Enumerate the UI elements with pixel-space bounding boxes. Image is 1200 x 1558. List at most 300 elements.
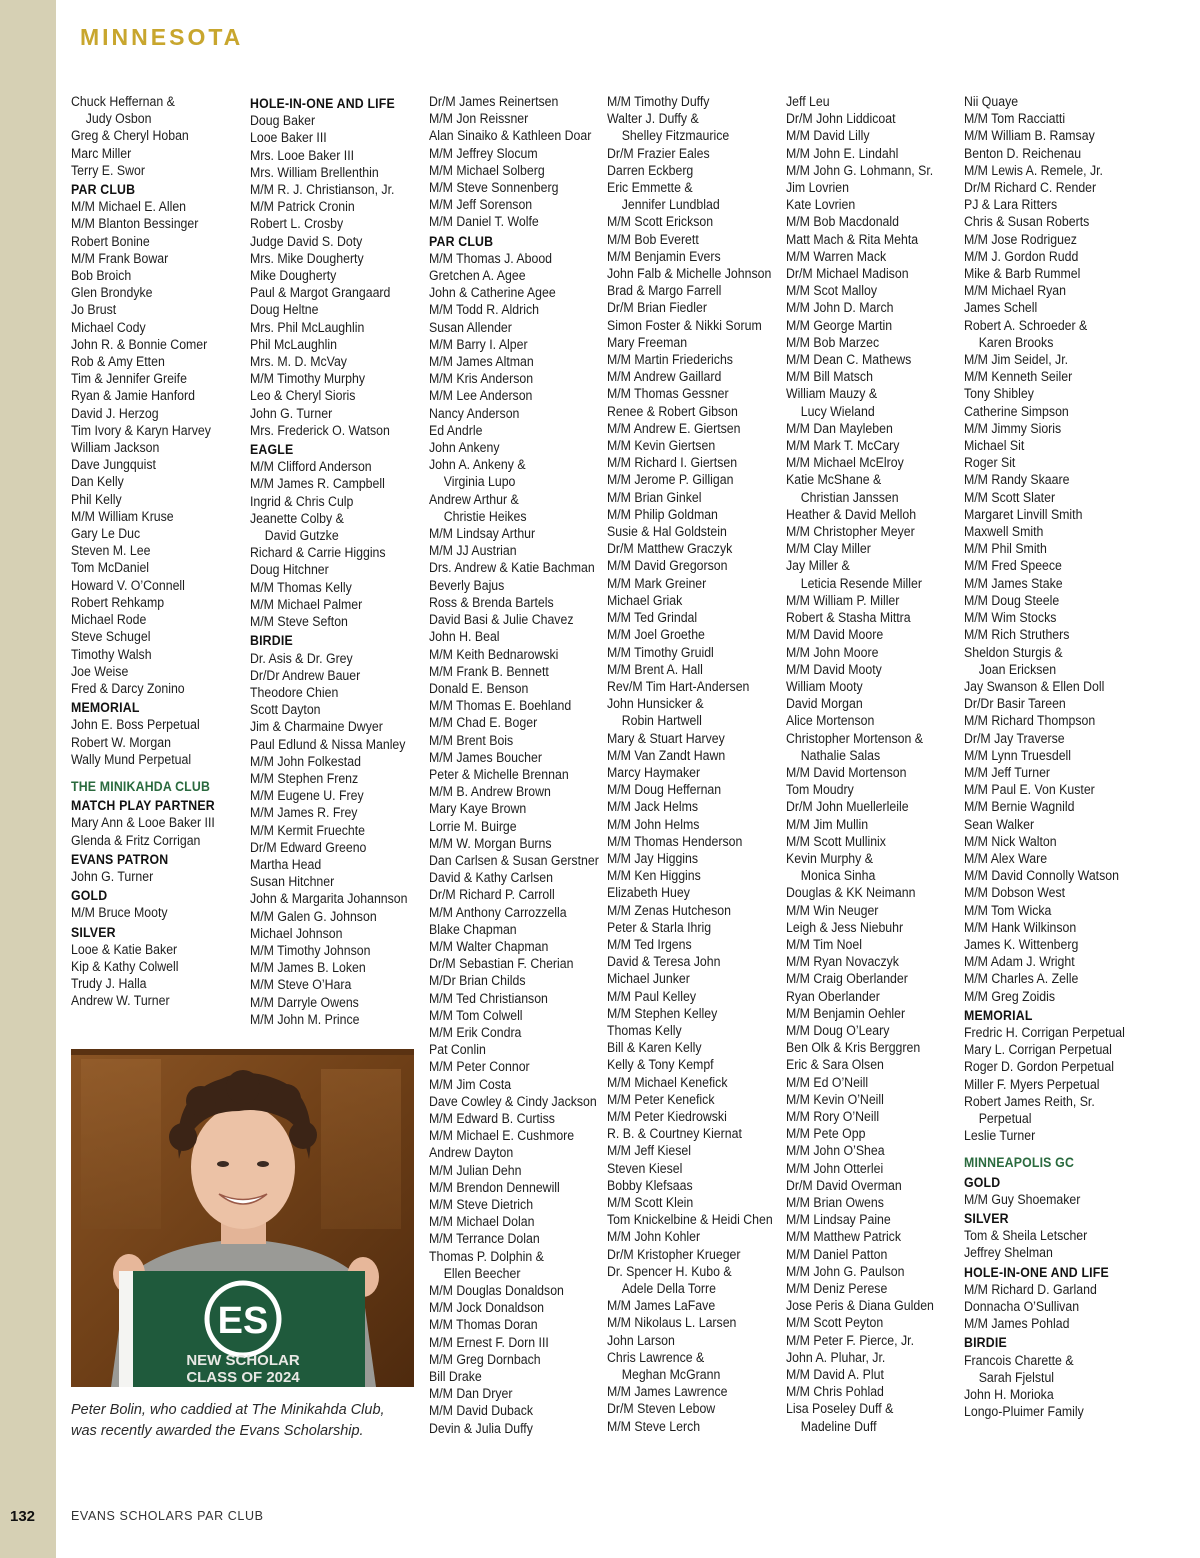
donor-entry: M/M Michael Ryan [964, 283, 1067, 299]
donor-entry: Robert James Reith, Sr. [964, 1093, 1095, 1109]
donor-entry: Timothy Walsh [71, 646, 152, 662]
donor-entry-continuation: Robin Hartwell [621, 713, 702, 729]
donor-entry: M/M Jon Reissner [429, 111, 529, 127]
donor-entry: M/M Doug Heffernan [607, 782, 722, 798]
donor-entry-continuation: Nathalie Salas [800, 747, 881, 763]
donor-entry: R. B. & Courtney Kiernat [607, 1126, 742, 1142]
donor-entry: M/M Phil Smith [964, 541, 1047, 557]
donor-entry: Brad & Margo Farrell [607, 283, 722, 299]
donor-entry: M/M Jock Donaldson [429, 1300, 545, 1316]
donor-entry: M/M Michael Solberg [429, 162, 545, 178]
donor-entry: Robert Bonine [71, 233, 150, 249]
donor-entry: Marc Miller [71, 145, 132, 161]
donor-entry: M/M Eugene U. Frey [250, 788, 364, 804]
donor-entry: M/M Jerome P. Gilligan [607, 472, 734, 488]
donor-entry: Peter & Michelle Brennan [429, 766, 569, 782]
donor-entry: M/M James Lawrence [607, 1384, 728, 1400]
donor-entry: M/M Joel Groethe [607, 627, 705, 643]
donor-entry: M/M Terrance Dolan [429, 1231, 540, 1247]
donor-entry-continuation: Christie Heikes [443, 508, 527, 524]
donor-entry-continuation: Sarah Fjelstul [978, 1369, 1055, 1385]
donor-entry: M/M John M. Prince [250, 1011, 360, 1027]
donor-entry: Jeanette Colby & [250, 510, 344, 526]
donor-entry: M/M Bill Matsch [786, 369, 873, 385]
donor-entry: Douglas & KK Neimann [786, 885, 916, 901]
level-heading: EAGLE [250, 442, 294, 458]
donor-entry-continuation: Ellen Beecher [443, 1265, 521, 1281]
donor-entry: M/M Edward B. Curtiss [429, 1110, 555, 1126]
donor-entry: John E. Boss Perpetual [71, 717, 200, 733]
donor-entry: M/M Frank B. Bennett [429, 663, 549, 679]
donor-entry: Robert L. Crosby [250, 216, 344, 232]
donor-entry: John & Margarita Johannson [250, 891, 408, 907]
donor-entry: Gary Le Duc [71, 526, 141, 542]
donor-entry: M/M Steve O’Hara [250, 977, 352, 993]
donor-entry: M/M Jeffrey Slocum [429, 145, 538, 161]
donor-entry: M/M Brian Owens [786, 1195, 884, 1210]
donor-entry: M/M Ted Irgens [607, 936, 692, 952]
donor-entry: Dr/M Steven Lebow [607, 1401, 716, 1417]
donor-entry: Steven M. Lee [71, 543, 151, 559]
donor-entry: M/M Peter Connor [429, 1059, 530, 1075]
donor-entry: M/M David Connolly Watson [964, 868, 1119, 884]
donor-entry: M/M Benjamin Oehler [786, 1005, 906, 1021]
donor-entry: M/M Jay Higgins [607, 850, 699, 866]
donor-entry: Dr/Dr Andrew Bauer [250, 667, 361, 683]
donor-entry: Mary & Stuart Harvey [607, 730, 725, 746]
donor-entry: Renee & Robert Gibson [607, 403, 738, 419]
donor-entry: M/M Peter F. Pierce, Jr. [786, 1332, 915, 1348]
donor-entry: M/M Hank Wilkinson [964, 919, 1077, 935]
donor-entry: Dr/M Brian Fiedler [607, 300, 707, 316]
donor-entry: Robert Rehkamp [71, 594, 165, 610]
donor-entry: Kelly & Tony Kempf [607, 1057, 714, 1073]
donor-entry: Michael Junker [607, 971, 690, 987]
donor-entry: M/M Jim Seidel, Jr. [964, 352, 1069, 368]
donor-entry: Bill Drake [429, 1369, 482, 1385]
donor-entry: M/M Steve Lerch [607, 1418, 701, 1434]
donor-entry: M/M Bruce Mooty [71, 905, 168, 921]
donor-entry: M/M John O’Shea [786, 1143, 885, 1159]
donor-entry: John A. Pluhar, Jr. [786, 1349, 886, 1365]
donor-entry: M/M Darryle Owens [250, 994, 359, 1010]
donor-entry: John Hunsicker & [607, 696, 704, 712]
donor-entry: M/M Doug Steele [964, 592, 1060, 608]
donor-entry: M/M John Kohler [607, 1229, 701, 1245]
donor-entry: Eric & Sara Olsen [786, 1057, 884, 1073]
donor-entry-continuation: Virginia Lupo [443, 474, 516, 490]
donor-entry: M/M George Martin [786, 317, 893, 333]
donor-entry: Jay Swanson & Ellen Doll [964, 678, 1105, 694]
donor-entry: M/M B. Andrew Brown [429, 784, 551, 800]
donor-entry: Mrs. Mike Dougherty [250, 250, 364, 266]
donor-entry: Dave Jungquist [71, 457, 156, 473]
donor-entry: M/M Greg Zoidis [964, 988, 1056, 1004]
donor-entry: M/M Blanton Bessinger [71, 216, 199, 232]
donor-column-6 [964, 93, 1126, 1420]
donor-entry: Dr/M David Overman [786, 1177, 902, 1193]
donor-entry: M/M Fred Speece [964, 558, 1062, 574]
donor-entry: Matt Mach & Rita Mehta [786, 231, 919, 247]
donor-entry: M/M Brent Bois [429, 732, 514, 748]
donor-entry: M/M Tom Colwell [429, 1007, 523, 1023]
donor-entry: Leo & Cheryl Sioris [250, 388, 356, 404]
donor-entry: Richard & Carrie Higgins [250, 545, 386, 561]
donor-entry: Michael Rode [71, 612, 147, 628]
donor-entry: Ben Olk & Kris Berggren [786, 1040, 921, 1056]
donor-entry: Jeffrey Shelman [964, 1245, 1053, 1261]
donor-entry: M/M John Otterlei [786, 1160, 884, 1176]
donor-entry: M/M John G. Paulson [786, 1263, 905, 1279]
donor-entry: M/M JJ Austrian [429, 543, 517, 559]
donor-entry: Bob Broich [71, 268, 132, 284]
donor-entry: M/M Stephen Frenz [250, 770, 359, 786]
donor-entry: Mary L. Corrigan Perpetual [964, 1042, 1112, 1058]
donor-entry: M/M Doug O’Leary [786, 1022, 890, 1038]
donor-entry: M/M Douglas Donaldson [429, 1283, 564, 1299]
donor-entry: Tom & Sheila Letscher [964, 1228, 1088, 1244]
donor-entry: Ingrid & Chris Culp [250, 493, 354, 509]
donor-entry: M/M Deniz Perese [786, 1281, 888, 1297]
donor-entry: M/M Patrick Cronin [250, 199, 355, 215]
donor-entry: M/M Anthony Carrozzella [429, 904, 567, 920]
donor-entry: M/M Nikolaus L. Larsen [607, 1315, 737, 1331]
donor-entry: Jim & Charmaine Dwyer [250, 719, 383, 735]
level-heading: BIRDIE [964, 1335, 1007, 1351]
donor-entry: M/M James LaFave [607, 1298, 716, 1314]
donor-entry: M/M Clifford Anderson [250, 459, 372, 475]
donor-entry: Scott Dayton [250, 702, 321, 718]
donor-entry: Chuck Heffernan & [71, 94, 175, 109]
photo-caption: Peter Bolin, who caddied at The Minikahda Club, was recently awarded the Evans Scholarship. [71, 1402, 385, 1439]
donor-entry: M/M Thomas Doran [429, 1317, 538, 1333]
donor-entry: Mary Freeman [607, 334, 688, 350]
donor-entry: M/M David Gregorson [607, 558, 728, 574]
donor-entry: Tim Ivory & Karyn Harvey [71, 422, 211, 438]
donor-entry-continuation: Adele Della Torre [621, 1281, 716, 1297]
donor-entry: M/M Rich Struthers [964, 627, 1070, 643]
donor-entry: Martha Head [250, 856, 322, 872]
level-heading: GOLD [964, 1174, 1001, 1190]
level-heading: HOLE-IN-ONE AND LIFE [964, 1264, 1109, 1280]
donor-entry: M/M Lynn Truesdell [964, 747, 1072, 763]
donor-entry: M/M Thomas E. Boehland [429, 698, 572, 714]
donor-entry-continuation: Meghan McGrann [621, 1367, 721, 1383]
donor-entry: Mrs. Looe Baker III [250, 147, 355, 163]
donor-entry: Mrs. Phil McLaughlin [250, 319, 365, 335]
donor-entry: Dr/M Jay Traverse [964, 730, 1065, 746]
donor-entry: Jay Miller & [786, 558, 850, 574]
donor-entry: M/M James Pohlad [964, 1316, 1070, 1332]
donor-entry: M/M Dan Dryer [429, 1386, 513, 1402]
donor-entry: Kip & Kathy Colwell [71, 958, 179, 974]
donor-entry: M/M Michael McElroy [786, 455, 904, 471]
donor-entry: M/M Craig Oberlander [786, 971, 908, 987]
donor-entry: Tom McDaniel [71, 560, 150, 576]
donor-entry: M/M John D. March [786, 300, 894, 316]
donor-entry: M/M Kris Anderson [429, 371, 534, 387]
donor-entry: M/M Jimmy Sioris [964, 420, 1062, 436]
donor-entry: Dr/M James Reinertsen [429, 94, 559, 109]
donor-entry: M/M Bob Everett [607, 231, 699, 247]
donor-entry: M/M Ed O’Neill [786, 1074, 869, 1090]
donor-entry: Looe Baker III [250, 130, 327, 146]
level-heading: MEMORIAL [71, 700, 140, 716]
donor-entry: M/M Dan Mayleben [786, 420, 893, 436]
donor-entry: M/M Scott Erickson [607, 214, 714, 230]
donor-entry: M/M Christopher Meyer [786, 524, 915, 540]
donor-entry: Greg & Cheryl Hoban [71, 128, 189, 144]
donor-entry: John Falb & Michelle Johnson [607, 266, 772, 282]
donor-entry-continuation: Karen Brooks [978, 334, 1054, 350]
donor-entry: Kate Lovrien [786, 197, 856, 213]
donor-entry: M/M Michael Palmer [250, 596, 363, 612]
donor-entry: Robert & Stasha Mittra [786, 610, 911, 626]
donor-entry: William Mauzy & [786, 386, 878, 402]
donor-entry: M/M Todd R. Aldrich [429, 302, 540, 318]
level-heading: SILVER [71, 924, 116, 940]
donor-entry: Wally Mund Perpetual [71, 751, 192, 767]
donor-entry: M/M Jeff Kiesel [607, 1143, 691, 1159]
donor-entry: Peter & Starla Ihrig [607, 919, 712, 935]
donor-entry: M/M Steve Sefton [250, 614, 348, 630]
donor-entry: Dave Cowley & Cindy Jackson [429, 1093, 597, 1109]
donor-entry: Theodore Chien [250, 684, 339, 700]
donor-column-4 [607, 93, 773, 1435]
donor-entry: M/M Walter Chapman [429, 938, 549, 954]
donor-entry: Susie & Hal Goldstein [607, 524, 727, 540]
donor-entry: Tim & Jennifer Greife [71, 371, 187, 387]
donor-entry: M/M Timothy Gruidl [607, 644, 714, 660]
donor-entry: Judge David S. Doty [250, 233, 363, 249]
donor-entry: David & Teresa John [607, 954, 721, 970]
donor-entry: Tom Knickelbine & Heidi Chen [607, 1212, 773, 1228]
donor-entry: M/M John E. Lindahl [786, 145, 899, 161]
donor-entry: John A. Ankeny & [429, 457, 526, 473]
donor-entry: Devin & Julia Duffy [429, 1420, 533, 1436]
donor-entry: M/M Richard I. Giertsen [607, 455, 738, 471]
donor-entry: M/M Charles A. Zelle [964, 971, 1079, 987]
donor-entry: M/M James Stake [964, 575, 1063, 591]
donor-entry: Jim Lovrien [786, 180, 849, 196]
donor-entry: Steven Kiesel [607, 1160, 683, 1176]
donor-entry: M/M Bernie Wagnild [964, 799, 1075, 815]
donor-entry: M/M Daniel Patton [786, 1246, 888, 1262]
donor-entry: Jeff Leu [786, 94, 830, 109]
donor-entry: M/M Thomas J. Abood [429, 250, 553, 266]
donor-entry: David & Kathy Carlsen [429, 870, 553, 886]
page-title: MINNESOTA [80, 24, 244, 50]
donor-entry: M/M Dean C. Mathews [786, 352, 912, 368]
club-heading: MINNEAPOLIS GC [964, 1155, 1075, 1171]
donor-entry: David J. Herzog [71, 405, 159, 421]
donor-entry: Ross & Brenda Bartels [429, 594, 554, 610]
donor-entry: M/M Scott Peyton [786, 1315, 884, 1331]
donor-entry: Phil McLaughlin [250, 336, 337, 352]
donor-entry: M/M Michael E. Allen [71, 199, 187, 215]
donor-entry: James Schell [964, 300, 1038, 316]
donor-entry: M/M Mark T. McCary [786, 438, 900, 454]
level-heading: EVANS PATRON [71, 851, 169, 867]
donor-entry: M/M Jack Helms [607, 799, 699, 815]
donor-entry: David Basi & Julie Chavez [429, 612, 574, 628]
donor-entry: Dr/M Richard C. Render [964, 180, 1097, 196]
donor-entry: M/M Kermit Fruechte [250, 822, 366, 838]
donor-entry: PJ & Lara Ritters [964, 197, 1058, 213]
donor-entry-continuation: Lucy Wieland [800, 403, 875, 419]
donor-entry: Mrs. William Brellenthin [250, 164, 379, 180]
donor-entry: Doug Baker [250, 113, 316, 129]
donor-entry: M/M Barry I. Alper [429, 336, 528, 352]
donor-entry: Ed Andrle [429, 422, 483, 438]
donor-entry: M/M William Kruse [71, 508, 174, 524]
donor-column-5 [786, 93, 948, 1435]
donor-entry: M/M John Helms [607, 816, 700, 832]
donor-entry: Andrew Dayton [429, 1145, 514, 1161]
banner-logo: ES [217, 1300, 269, 1342]
donor-entry: M/M Ted Christianson [429, 990, 548, 1006]
donor-entry: Mike & Barb Rummel [964, 266, 1081, 282]
level-heading: HOLE-IN-ONE AND LIFE [250, 96, 395, 111]
donor-entry: Heather & David Melloh [786, 506, 917, 522]
donor-entry: Andrew Arthur & [429, 491, 519, 507]
donor-entry: M/M Timothy Murphy [250, 371, 366, 387]
donor-entry: James K. Wittenberg [964, 936, 1079, 952]
donor-entry: M/M David Mooty [786, 661, 882, 677]
donor-entry: M/M David A. Plut [786, 1367, 884, 1383]
donor-entry: John H. Morioka [964, 1387, 1054, 1403]
donor-entry: Bobby Klefsaas [607, 1177, 693, 1193]
donor-entry: M/M W. Morgan Burns [429, 835, 552, 851]
donor-entry: Michael Griak [607, 592, 683, 608]
level-heading: GOLD [71, 888, 108, 904]
donor-entry: M/M Andrew E. Giertsen [607, 420, 741, 436]
donor-entry: Dr/M Frazier Eales [607, 145, 710, 161]
donor-entry: Susan Hitchner [250, 874, 335, 890]
donor-entry-continuation: Judy Osbon [85, 111, 152, 127]
donor-entry: M/M Martin Friederichs [607, 352, 733, 368]
donor-entry: Rev/M Tim Hart-Andersen [607, 678, 750, 694]
donor-entry: Christopher Mortenson & [786, 730, 923, 746]
donor-entry: M/M Lewis A. Remele, Jr. [964, 162, 1103, 178]
donor-entry: M/M Bob Marzec [786, 334, 880, 350]
donor-entry: M/M Timothy Johnson [250, 942, 371, 958]
donor-entry: M/M Michael Dolan [429, 1214, 535, 1230]
donor-entry: M/M Clay Miller [786, 541, 871, 557]
donor-entry: Dan Kelly [71, 474, 124, 490]
donor-entry: Terry E. Swor [71, 162, 145, 178]
donor-entry: Dr/M John Liddicoat [786, 111, 896, 127]
donor-entry: Rob & Amy Etten [71, 354, 165, 370]
donor-entry: M/M Paul Kelley [607, 988, 697, 1004]
donor-entry: M/M Jeff Turner [964, 764, 1051, 780]
donor-entry: M/M David Moore [786, 627, 884, 643]
donor-entry: Andrew W. Turner [71, 993, 170, 1009]
donor-entry: Mary Kaye Brown [429, 801, 527, 817]
donor-entry: Darren Eckberg [607, 162, 694, 178]
donor-entry: M/M Rory O’Neill [786, 1108, 880, 1124]
donor-entry: M/M Peter Kiedrowski [607, 1108, 727, 1124]
donor-entry: Fredric H. Corrigan Perpetual [964, 1024, 1125, 1040]
donor-entry: M/M Win Neuger [786, 902, 879, 918]
donor-entry: M/M James R. Frey [250, 805, 358, 821]
donor-entry: David Morgan [786, 696, 863, 712]
donor-entry: Ryan Oberlander [786, 988, 880, 1004]
level-heading: MATCH PLAY PARTNER [71, 798, 215, 814]
donor-entry: M/M Mark Greiner [607, 575, 707, 591]
donor-entry: Trudy J. Halla [71, 976, 147, 992]
donor-entry: Drs. Andrew & Katie Bachman [429, 560, 595, 576]
donor-entry: Mary Ann & Looe Baker III [71, 815, 215, 831]
donor-entry: M/M R. J. Christianson, Jr. [250, 182, 395, 198]
donor-entry: Dr/M John Muellerleile [786, 799, 909, 815]
donor-entry: M/M Richard D. Garland [964, 1281, 1097, 1297]
donor-entry: Roger Sit [964, 455, 1016, 471]
donor-entry: Mike Dougherty [250, 268, 337, 284]
donor-entry: Robert W. Morgan [71, 734, 171, 750]
donor-entry: Miller F. Myers Perpetual [964, 1076, 1100, 1092]
donor-entry: Dr. Asis & Dr. Grey [250, 650, 353, 666]
donor-entry: M/M Scott Slater [964, 489, 1056, 505]
donor-entry: Jose Peris & Diana Gulden [786, 1298, 934, 1314]
donor-entry: M/M Chad E. Boger [429, 715, 538, 731]
donor-entry-continuation: Madeline Duff [800, 1418, 877, 1434]
donor-entry: M/M Michael E. Cushmore [429, 1128, 575, 1144]
donor-entry: Dan Carlsen & Susan Gerstner [429, 852, 599, 868]
donor-entry: John & Catherine Agee [429, 285, 556, 301]
donor-entry: M/M Jim Mullin [786, 816, 869, 832]
footer-publication: EVANS SCHOLARS PAR CLUB [71, 1509, 264, 1523]
donor-entry-continuation: David Gutzke [264, 528, 339, 544]
donor-entry: M/M Van Zandt Hawn [607, 747, 726, 763]
donor-entry: Eric Emmette & [607, 180, 693, 196]
scholar-photo-illustration [71, 1049, 414, 1387]
donor-entry: Joe Weise [71, 663, 129, 679]
donor-entry: John H. Beal [429, 629, 500, 645]
donor-entry: Donnacha O’Sullivan [964, 1299, 1080, 1315]
donor-entry: M/M Stephen Kelley [607, 1005, 718, 1021]
donor-entry-continuation: Monica Sinha [800, 868, 876, 884]
donor-entry: Michael Johnson [250, 925, 343, 941]
donor-entry: Doug Hitchner [250, 562, 329, 578]
donor-entry: Chris & Susan Roberts [964, 214, 1090, 230]
donor-entry-continuation: Leticia Resende Miller [800, 575, 922, 591]
donor-entry: M/M Ernest F. Dorn III [429, 1334, 549, 1350]
donor-entry-continuation: Joan Ericksen [978, 661, 1057, 677]
donor-entry: M/M David Duback [429, 1403, 534, 1419]
donor-entry: Michael Cody [71, 319, 146, 335]
donor-entry: Dr/M Sebastian F. Cherian [429, 956, 574, 972]
donor-entry: Leigh & Jess Niebuhr [786, 919, 904, 935]
donor-column-1 [71, 93, 233, 1010]
donor-entry: M/M William P. Miller [786, 592, 900, 608]
donor-entry: M/M Guy Shoemaker [964, 1191, 1081, 1207]
donor-entry: Donald E. Benson [429, 680, 529, 696]
donor-entry: M/M Warren Mack [786, 248, 887, 264]
donor-entry: M/M Kevin Giertsen [607, 438, 716, 454]
donor-entry: M/M Wim Stocks [964, 610, 1057, 626]
donor-column-2 [250, 93, 412, 1028]
donor-entry: Howard V. O’Connell [71, 577, 185, 593]
donor-entry: Tony Shibley [964, 386, 1034, 402]
donor-entry: Thomas Kelly [607, 1022, 682, 1038]
donor-entry: Ryan & Jamie Hanford [71, 388, 195, 404]
donor-entry: Dr. Spencer H. Kubo & [607, 1263, 732, 1279]
donor-entry: M/M Thomas Gessner [607, 386, 729, 402]
donor-entry: M/M James R. Campbell [250, 476, 385, 492]
donor-entry: Paul & Margot Grangaard [250, 285, 391, 301]
donor-entry: M/M John Folkestad [250, 753, 361, 769]
